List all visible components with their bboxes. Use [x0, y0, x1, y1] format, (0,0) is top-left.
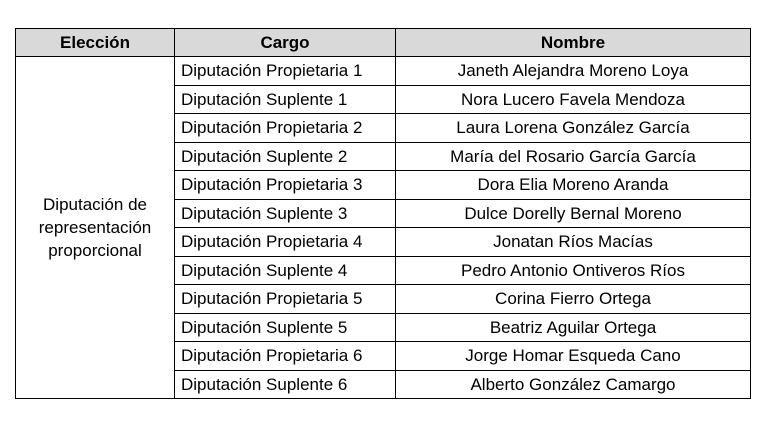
cargo-cell: Diputación Propietaria 5 [175, 285, 396, 314]
header-eleccion: Elección [16, 29, 175, 57]
cargo-cell: Diputación Suplente 4 [175, 256, 396, 285]
cargo-cell: Diputación Propietaria 4 [175, 228, 396, 257]
cargo-cell: Diputación Propietaria 1 [175, 57, 396, 86]
cargo-cell: Diputación Suplente 6 [175, 370, 396, 399]
header-nombre: Nombre [396, 29, 751, 57]
nombre-cell: Laura Lorena González García [396, 114, 751, 143]
eleccion-line: Diputación de [43, 195, 147, 214]
cargo-cell: Diputación Suplente 2 [175, 142, 396, 171]
nombre-cell: Dora Elia Moreno Aranda [396, 171, 751, 200]
header-row [16, 29, 751, 57]
nombre-cell: Nora Lucero Favela Mendoza [396, 85, 751, 114]
nombre-cell: Jorge Homar Esqueda Cano [396, 342, 751, 371]
cargo-cell: Diputación Propietaria 2 [175, 114, 396, 143]
eleccion-cell [16, 57, 175, 399]
cargo-cell: Diputación Propietaria 6 [175, 342, 396, 371]
cargo-cell: Diputación Propietaria 3 [175, 171, 396, 200]
nombre-cell: Pedro Antonio Ontiveros Ríos [396, 256, 751, 285]
cargo-cell: Diputación Suplente 1 [175, 85, 396, 114]
nombre-cell: Janeth Alejandra Moreno Loya [396, 57, 751, 86]
nombre-cell: Alberto González Camargo [396, 370, 751, 399]
table-row [16, 57, 751, 86]
nombre-cell: Corina Fierro Ortega [396, 285, 751, 314]
header-cargo: Cargo [175, 29, 396, 57]
candidates-table [15, 28, 751, 399]
nombre-cell: Beatriz Aguilar Ortega [396, 313, 751, 342]
nombre-cell: Jonatan Ríos Macías [396, 228, 751, 257]
nombre-cell: María del Rosario García García [396, 142, 751, 171]
cargo-cell: Diputación Suplente 5 [175, 313, 396, 342]
eleccion-line: representación [38, 218, 152, 237]
cargo-cell: Diputación Suplente 3 [175, 199, 396, 228]
nombre-cell: Dulce Dorelly Bernal Moreno [396, 199, 751, 228]
eleccion-line: proporcional [48, 241, 142, 260]
